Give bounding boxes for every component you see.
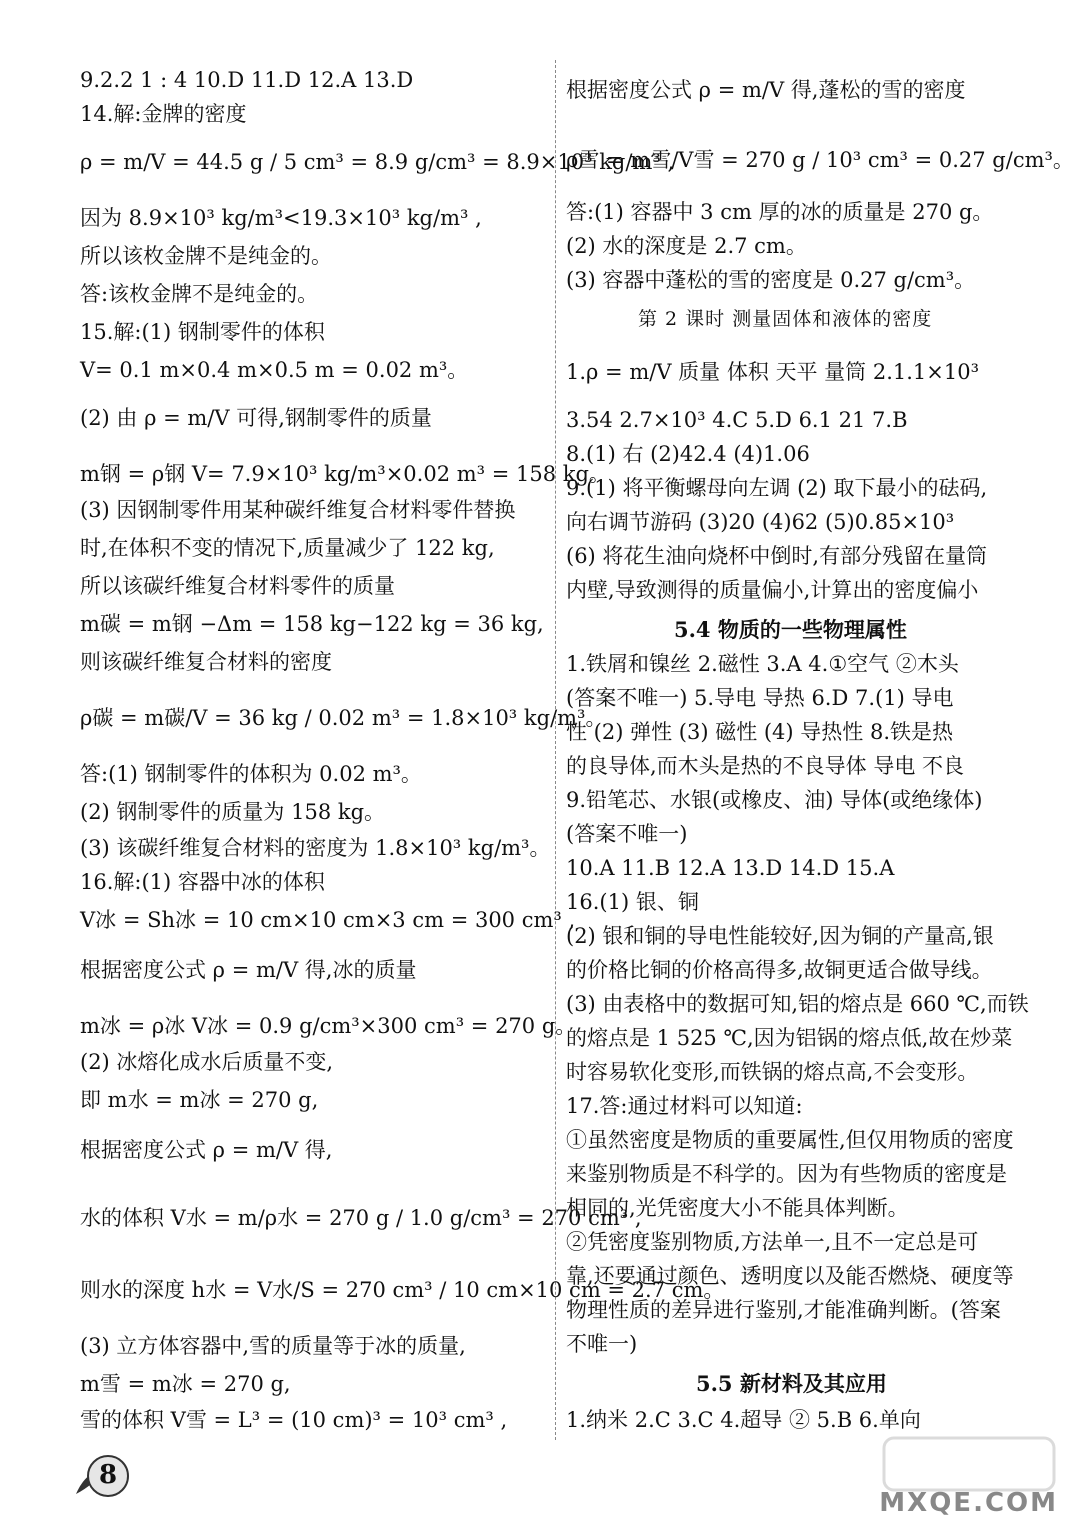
answer-line: 1.ρ = m/V 质量 体积 天平 量筒 2.1.1×10³ [566, 360, 980, 384]
answer-line: 9.2.2 1 : 4 10.D 11.D 12.A 13.D [80, 68, 414, 92]
answer-line: 根据密度公式 ρ = m/V 得,冰的质量 [80, 958, 417, 982]
answer-line: ρ碳 = m碳/V = 36 kg / 0.02 m³ = 1.8×10³ kg/m³。 [80, 706, 607, 730]
answer-line: 14.解:金牌的密度 [80, 102, 247, 126]
page-number-badge [70, 1446, 132, 1508]
section-heading-5-5: 5.5 新材料及其应用 [696, 1371, 887, 1396]
answer-line: 物理性质的差异进行鉴别,才能准确判断。(答案 [566, 1298, 1001, 1322]
answer-line: 答:(1) 钢制零件的体积为 0.02 m³。 [80, 762, 422, 786]
answer-line: (2) 由 ρ = m/V 可得,钢制零件的质量 [80, 406, 432, 430]
answer-line: 则水的深度 h水 = V水/S = 270 cm³ / 10 cm×10 cm = 2.7 cm。 [80, 1278, 725, 1302]
answer-line: 所以该枚金牌不是纯金的。 [80, 244, 332, 268]
answer-line: 内壁,导致测得的质量偏小,计算出的密度偏小 [566, 578, 979, 602]
section-heading-5-4: 5.4 物质的一些物理属性 [674, 617, 907, 642]
answer-line: (3) 该碳纤维复合材料的密度为 1.8×10³ kg/m³。 [80, 836, 551, 860]
answer-line: (3) 因钢制零件用某种碳纤维复合材料零件替换 [80, 498, 516, 522]
answer-line: 性 (2) 弹性 (3) 磁性 (4) 导热性 8.铁是热 [566, 720, 954, 744]
answer-line: (2) 冰熔化成水后质量不变, [80, 1050, 334, 1074]
answer-line: (2) 银和铜的导电性能较好,因为铜的产量高,银 [566, 924, 994, 948]
column-divider [555, 60, 556, 1440]
answer-line: 答:该枚金牌不是纯金的。 [80, 282, 319, 306]
answer-line: m钢 = ρ钢 V= 7.9×10³ kg/m³×0.02 m³ = 158 kg。 [80, 462, 610, 486]
answer-line: 来鉴别物质是不科学的。因为有些物质的密度是 [566, 1162, 1007, 1186]
answer-line: 9.铅笔芯、水银(或橡皮、油) 导体(或绝缘体) [566, 788, 983, 812]
answer-line: 时,在体积不变的情况下,质量减少了 122 kg, [80, 536, 495, 560]
answer-line: 15.解:(1) 钢制零件的体积 [80, 320, 325, 344]
answer-line: 雪的体积 V雪 = L³ = (10 cm)³ = 10³ cm³ , [80, 1408, 508, 1432]
answer-line: 1.纳米 2.C 3.C 4.超导 ② 5.B 6.单向 [566, 1408, 921, 1432]
answer-line: 3.54 2.7×10³ 4.C 5.D 6.1 21 7.B [566, 408, 908, 432]
answer-line: V= 0.1 m×0.4 m×0.5 m = 0.02 m³。 [80, 358, 469, 382]
answer-line: 所以该碳纤维复合材料零件的质量 [80, 574, 395, 598]
answer-line: ②凭密度鉴别物质,方法单一,且不一定总是可 [566, 1230, 979, 1254]
lesson-heading: 第 2 课时 测量固体和液体的密度 [638, 308, 933, 330]
answer-line: 16.解:(1) 容器中冰的体积 [80, 870, 325, 894]
answer-line: ①虽然密度是物质的重要属性,但仅用物质的密度 [566, 1128, 1014, 1152]
answer-line: 1.铁屑和镍丝 2.磁性 3.A 4.①空气 ②木头 [566, 652, 959, 676]
answer-line: 靠,还要通过颜色、透明度以及能否燃烧、硬度等 [566, 1264, 1014, 1288]
answer-line: 水的体积 V水 = m/ρ水 = 270 g / 1.0 g/cm³ = 270 cm³ , [80, 1206, 642, 1230]
answer-line: (答案不唯一) [566, 822, 688, 846]
page-number: 8 [98, 1460, 118, 1490]
answer-line: (3) 容器中蓬松的雪的密度是 0.27 g/cm³。 [566, 268, 976, 292]
answer-line: m冰 = ρ冰 V冰 = 0.9 g/cm³×300 cm³ = 270 g。 [80, 1014, 577, 1038]
answer-line: 相同的,光凭密度大小不能具体判断。 [566, 1196, 909, 1220]
answer-line: 向右调节游码 (3)20 (4)62 (5)0.85×10³ [566, 510, 955, 534]
answer-line: 10.A 11.B 12.A 13.D 14.D 15.A [566, 856, 895, 880]
answer-line: (3) 由表格中的数据可知,铝的熔点是 660 ℃,而铁 [566, 992, 1029, 1016]
answer-line: 9.(1) 将平衡螺母向左调 (2) 取下最小的砝码, [566, 476, 988, 500]
answer-line: 时容易软化变形,而铁锅的熔点高,不会变形。 [566, 1060, 979, 1084]
answer-line: 则该碳纤维复合材料的密度 [80, 650, 332, 674]
answer-line: (答案不唯一) 5.导电 导热 6.D 7.(1) 导电 [566, 686, 954, 710]
answer-line: 根据密度公式 ρ = m/V 得,蓬松的雪的密度 [566, 78, 966, 102]
answer-line: 17.答:通过材料可以知道: [566, 1094, 803, 1118]
answer-line: 的价格比铜的价格高得多,故铜更适合做导线。 [566, 958, 993, 982]
answer-line: 16.(1) 银、铜 [566, 890, 699, 914]
answer-line: (2) 钢制零件的质量为 158 kg。 [80, 800, 386, 824]
answer-line: (2) 水的深度是 2.7 cm。 [566, 234, 807, 258]
answer-line: 8.(1) 右 (2)42.4 (4)1.06 [566, 442, 810, 466]
answer-line: ρ雪 = m雪/V雪 = 270 g / 10³ cm³ = 0.27 g/cm³。 [566, 148, 1074, 172]
answer-line: 根据密度公式 ρ = m/V 得, [80, 1138, 333, 1162]
answer-line: m碳 = m钢 −Δm = 158 kg−122 kg = 36 kg, [80, 612, 544, 636]
answer-line: ρ = m/V = 44.5 g / 5 cm³ = 8.9 g/cm³ = 8.9×10³ kg/m³ , [80, 150, 675, 174]
answer-line: m雪 = m冰 = 270 g, [80, 1372, 291, 1396]
answer-line: 答:(1) 容器中 3 cm 厚的冰的质量是 270 g。 [566, 200, 994, 224]
answer-line: 因为 8.9×10³ kg/m³<19.3×10³ kg/m³ , [80, 206, 482, 230]
answer-line: 的良导体,而木头是热的不良导体 导电 不良 [566, 754, 965, 778]
answer-line: (6) 将花生油向烧杯中倒时,有部分残留在量筒 [566, 544, 988, 568]
answer-line: 即 m水 = m冰 = 270 g, [80, 1088, 319, 1112]
answer-line: V冰 = Sh冰 = 10 cm×10 cm×3 cm = 300 cm³ , [80, 908, 576, 932]
answer-line: 不唯一) [566, 1332, 638, 1356]
answer-line: (3) 立方体容器中,雪的质量等于冰的质量, [80, 1334, 466, 1358]
watermark-text: MXQE.COM [879, 1488, 1058, 1518]
answer-line: 的熔点是 1 525 ℃,因为铝锅的熔点低,故在炒菜 [566, 1026, 1013, 1050]
